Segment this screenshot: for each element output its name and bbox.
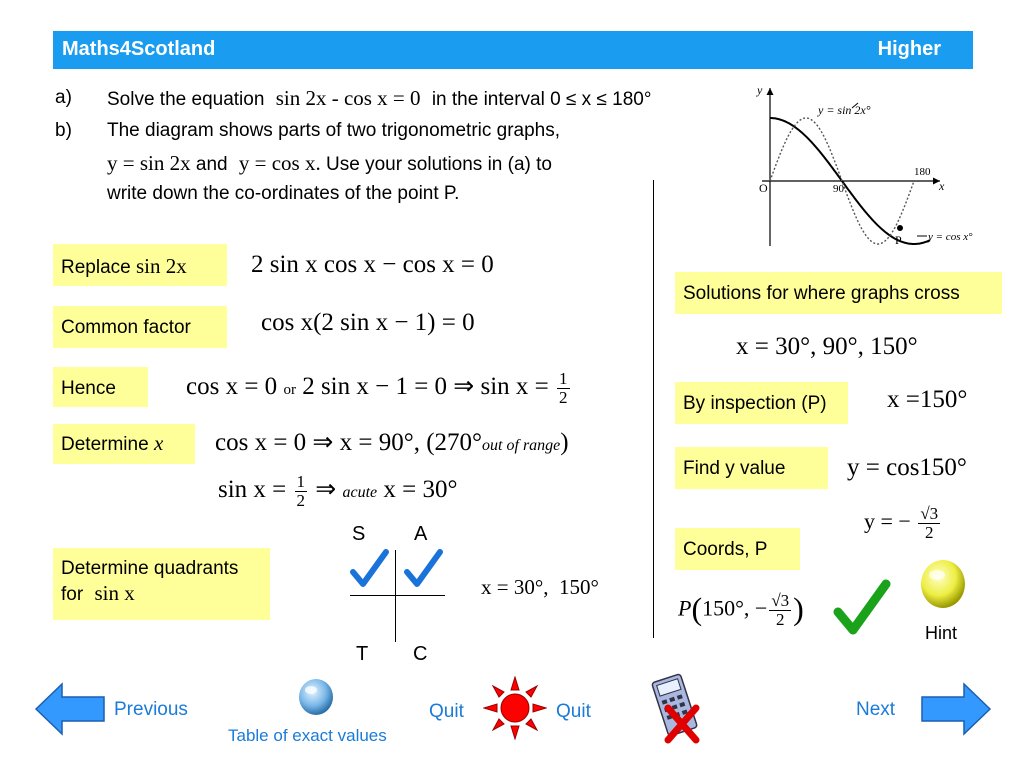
graph-tick-90: 90 [833,183,844,195]
previous-arrow-icon[interactable] [34,682,106,736]
step-factor-eq: cos x(2 sin x − 1) = 0 [261,309,475,336]
step-find-y-eq2 [864,505,942,542]
step-hence-label: Hence [53,367,148,407]
frac-numerator: √3 [920,504,939,523]
frac-denominator: 2 [776,610,785,629]
question-b-line1: The diagram shows parts of two trigonometric graphs, [107,120,561,141]
next-arrow-icon[interactable] [920,682,992,736]
step-replace-text: Replace [61,257,131,278]
header-bar [53,31,973,69]
question-a [107,85,651,113]
column-divider [653,180,654,638]
step-determine-var: x [153,431,164,455]
step-coords-label: Coords, P [675,528,800,570]
find-y-eq2-pre: y = − [864,508,911,534]
question-b-label: b) [55,120,72,141]
graph-cos-label: y = cos x° [928,231,973,243]
step-factor-label: Common factor [53,306,227,348]
table-exact-values-link[interactable]: Table of exact values [228,726,387,745]
determine-eq2-arrow: ⇒ [315,476,337,504]
quadrants-label-line1: Determine quadrants [61,558,239,579]
calculator-disabled-icon[interactable] [650,668,706,746]
step-solutions-label: Solutions for where graphs cross [675,272,1002,314]
step-replace-math: sin 2x [136,254,187,278]
determine-eq2-pre: sin x = [218,476,287,504]
header-level: Higher [877,38,941,60]
frac-denominator: 2 [925,523,934,542]
frac-numerator: 1 [296,472,306,491]
step-determine-eq1 [215,428,569,461]
quadrant-vertical-line [395,550,396,642]
determine-eq2-fraction [295,473,308,510]
step-replace-label [53,244,227,286]
quadrant-c: C [413,643,428,665]
question-b-eq-cos: y = cos x. [238,151,321,175]
question-a-label: a) [55,87,72,108]
frac-numerator: √3 [771,591,790,610]
step-inspection-eq: x =150° [887,386,968,413]
coords-fraction [769,592,791,629]
step-inspection-label: By inspection (P) [675,382,848,424]
next-link[interactable]: Next [856,699,896,720]
graph-y-label: y [757,83,763,97]
step-determine-eq2 [218,473,458,510]
step-hence-or: or [283,382,296,399]
step-find-y-label: Find y value [675,447,828,489]
step-hence-fraction [557,370,570,407]
exact-values-icon[interactable] [296,677,336,717]
step-solutions-eq: x = 30°, 90°, 150° [736,333,918,360]
determine-eq1-close: ) [560,429,569,456]
quit-left-link[interactable]: Quit [429,701,464,722]
step-coords-eq: P(150°, − $\frac{√3}{2}$ ) [678,590,804,629]
step-hence-eq2: 2 sin x − 1 = 0 ⇒ sin x = [302,373,549,401]
quadrant-t: T [356,643,369,665]
check-icon-a [404,548,444,590]
question-a-interval: 0 ≤ x ≤ 180° [550,89,652,110]
determine-eq2-note: acute [342,484,378,502]
question-b-eq-sin: y = sin 2x [107,151,191,175]
graph-point-label: P [895,233,902,247]
frac-numerator: 1 [559,369,568,388]
quadrants-label-line2: for [61,584,84,605]
frac-denominator: 2 [296,491,306,510]
hint-bulb-icon[interactable] [918,558,968,610]
step-find-y-eq1: y = cos150° [847,454,967,481]
hint-label[interactable]: Hint [925,623,958,643]
graph-point-p [897,225,903,231]
quit-sun-icon[interactable] [483,676,547,740]
graph-origin: O [759,181,768,195]
question-b-line3: write down the co-ordinates of the point P. [107,183,460,204]
question-a-text: Solve the equation [107,89,265,110]
question-b-and: and [195,154,228,175]
step-hence-eq1: cos x = 0 [186,373,278,401]
quadrants-label-math: sin x [94,581,135,605]
step-quadrants-label [53,548,270,620]
check-icon-green [833,578,891,638]
quit-right-link[interactable]: Quit [556,701,591,722]
quadrant-a: A [414,523,428,545]
frac-denominator: 2 [559,388,568,407]
determine-eq2-post: x = 30° [383,476,458,504]
determine-eq1-note: out of range [482,437,561,454]
step-replace-eq: 2 sin x cos x − cos x = 0 [251,251,494,278]
determine-eq1-main: cos x = 0 ⇒ x = 90°, (270° [215,429,483,456]
question-b-line2 [107,150,552,178]
question-b-line2-text: Use your solutions in (a) to [326,154,552,175]
find-y-fraction [918,505,940,542]
step-determine-label [53,424,195,464]
question-a-equation: sin 2x - cos x = 0 [275,86,421,110]
coords-p: P [678,595,692,621]
quadrants-result: x = 30°, 150° [481,575,599,599]
graph-x-label: x [939,179,945,193]
quadrant-horizontal-line [350,595,445,596]
graph-sin-label: y = sin 2x° [818,103,871,117]
step-hence-eq [186,370,572,407]
graph-tick-180: 180 [914,166,931,178]
previous-link[interactable]: Previous [114,699,188,720]
coords-inner: 150°, − [702,595,768,621]
question-a-interval-text: in the interval [431,89,545,110]
check-icon-s [350,548,390,590]
step-determine-text: Determine [61,434,149,455]
trig-graph [740,78,1000,250]
header-title: Maths4Scotland [62,38,216,60]
quadrant-s: S [352,523,366,545]
